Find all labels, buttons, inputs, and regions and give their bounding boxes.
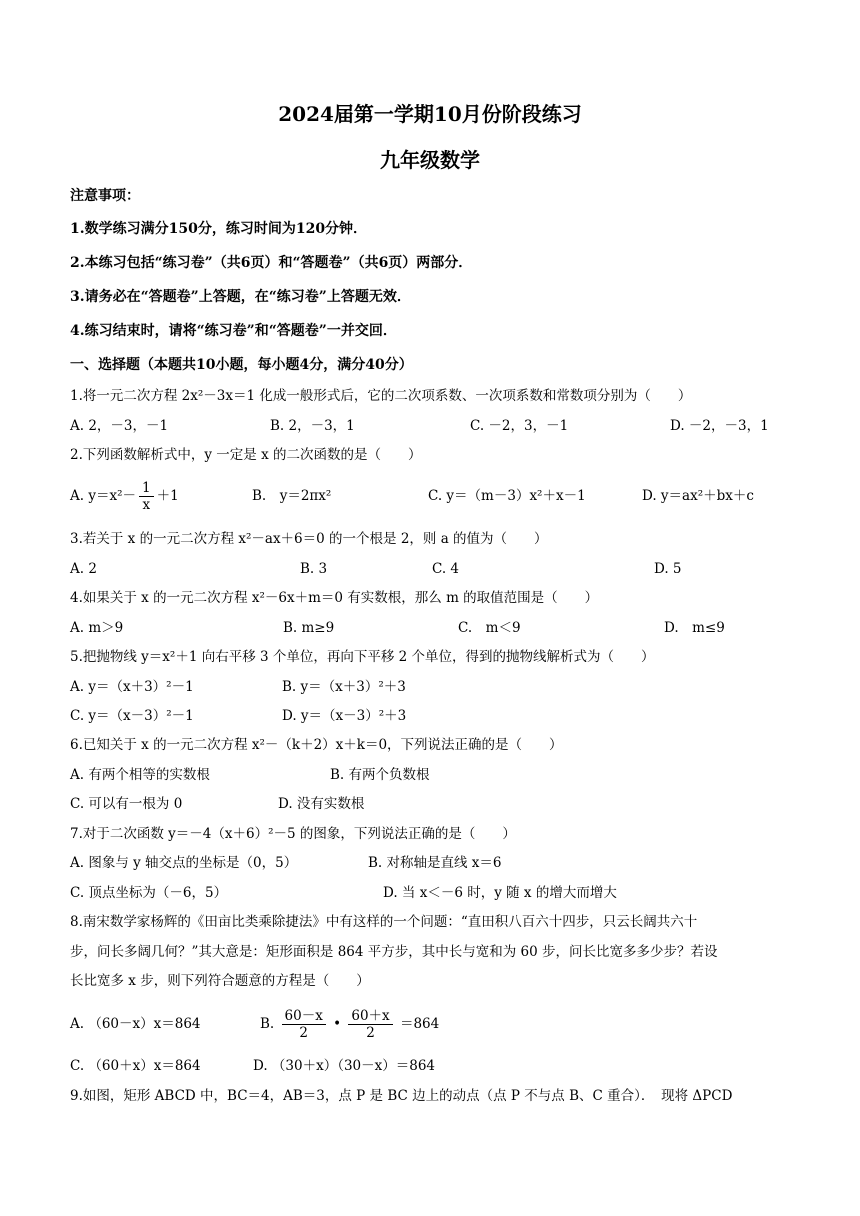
fraction-denominator: x xyxy=(142,497,151,513)
option-b: B. 2，－3，1 xyxy=(270,418,355,434)
question-stem: 2.下列函数解析式中，y 一定是 x 的二次函数的是（ ） xyxy=(70,447,422,463)
option-a-prefix: A. y＝x²－ xyxy=(70,488,136,504)
fraction-denominator: 2 xyxy=(366,1025,375,1041)
option-b: B. 对称轴是直线 x＝6 xyxy=(368,855,502,871)
option-c: C. 可以有一根为 0 xyxy=(70,796,183,812)
question-stem-line: 8.南宋数学家杨辉的《田亩比类乘除捷法》中有这样的一个问题：“直田积八百六十四步，只云长阔共六十 xyxy=(70,914,698,930)
option-b: B. m≥9 xyxy=(283,620,335,636)
fraction xyxy=(348,1008,392,1041)
question-stem: 9.如图，矩形 ABCD 中，BC＝4，AB＝3，点 P 是 BC 边上的动点（点 P 不与点 B、C 重合）． 现将 ΔPCD xyxy=(70,1088,733,1104)
option-d: D. －2，－3，1 xyxy=(670,418,769,434)
fraction-numerator: 60－x xyxy=(282,1008,326,1025)
multiply-dot: • xyxy=(333,1016,342,1032)
question-stem: 6.已知关于 x 的一元二次方程 x²－（k＋2）x＋k＝0，下列说法正确的是（ ） xyxy=(70,737,563,753)
option-b: B. 3 xyxy=(300,561,328,577)
option-d: D. y＝ax²＋bx＋c xyxy=(642,488,754,504)
option-b xyxy=(260,1004,439,1044)
option-a: A. （60－x）x＝864 xyxy=(70,1016,201,1032)
fraction xyxy=(282,1008,326,1041)
option-b: B. y＝2πx² xyxy=(252,488,332,504)
question-stem: 5.把抛物线 y＝x²＋1 向右平移 3 个单位，再向下平移 2 个单位，得到的抛物线解析式为（ ） xyxy=(70,649,655,665)
fraction-numerator: 60＋x xyxy=(348,1008,392,1025)
option-a: A. 2 xyxy=(70,561,97,577)
question-stem: 4.如果关于 x 的一元二次方程 x²－6x＋m＝0 有实数根，那么 m 的取值范围是（ ） xyxy=(70,590,599,606)
question-stem: 3.若关于 x 的一元二次方程 x²－ax＋6＝0 的一个根是 2，则 a 的值为（ ） xyxy=(70,531,548,547)
option-d: D. y＝（x－3）²＋3 xyxy=(282,708,407,724)
option-b: B. y＝（x＋3）²＋3 xyxy=(282,679,406,695)
option-d: D. m≤9 xyxy=(664,620,725,636)
option-c: C. y＝（m－3）x²＋x－1 xyxy=(428,488,586,504)
fraction-numerator: 1 xyxy=(139,480,154,497)
option-a: A. 2，－3，－1 xyxy=(70,418,169,434)
note-item: 2.本练习包括“练习卷”（共6页）和“答题卷”（共6页）两部分． xyxy=(70,255,473,271)
page-subtitle: 九年级数学 xyxy=(380,148,480,172)
option-a xyxy=(70,478,179,514)
option-d: D. 5 xyxy=(654,561,682,577)
option-b-suffix: ＝864 xyxy=(399,1016,440,1032)
note-item: 1.数学练习满分150分，练习时间为120分钟． xyxy=(70,221,368,237)
section-heading: 一、选择题（本题共10小题，每小题4分，满分40分） xyxy=(70,357,413,373)
fraction-denominator: 2 xyxy=(299,1025,308,1041)
option-d: D. 当 x＜－6 时，y 随 x 的增大而增大 xyxy=(383,885,617,901)
option-a: A. 图象与 y 轴交点的坐标是（0，5） xyxy=(70,855,298,871)
option-a: A. 有两个相等的实数根 xyxy=(70,767,210,783)
question-stem-line: 长比宽多 x 步，则下列符合题意的方程是（ ） xyxy=(70,973,370,989)
note-item: 4.练习结束时，请将“练习卷”和“答题卷”一并交回． xyxy=(70,323,397,339)
page-title: 2024届第一学期10月份阶段练习 xyxy=(278,102,582,126)
fraction xyxy=(139,480,154,513)
option-c: C. －2，3，－1 xyxy=(470,418,569,434)
option-a: A. y＝（x＋3）²－1 xyxy=(70,679,194,695)
option-c: C. （60＋x）x＝864 xyxy=(70,1058,201,1074)
option-c: C. y＝（x－3）²－1 xyxy=(70,708,194,724)
option-a: A. m＞9 xyxy=(70,620,124,636)
option-b-prefix: B. xyxy=(260,1016,275,1032)
option-b: B. 有两个负数根 xyxy=(330,767,430,783)
question-stem-line: 步，问长多阔几何？”其大意是：矩形面积是 864 平方步，其中长与宽和为 60 步，问长比宽多多少步？若设 xyxy=(70,944,718,960)
option-d: D. （30＋x）（30－x）＝864 xyxy=(253,1058,436,1074)
note-item: 3.请务必在“答题卷”上答题，在“练习卷”上答题无效． xyxy=(70,289,411,305)
question-stem: 1.将一元二次方程 2x²－3x＝1 化成一般形式后，它的二次项系数、一次项系数和常数项分别为（ ） xyxy=(70,388,692,404)
option-c: C. m＜9 xyxy=(458,620,521,636)
option-c: C. 4 xyxy=(432,561,460,577)
notes-heading: 注意事项： xyxy=(70,188,140,204)
question-stem: 7.对于二次函数 y＝－4（x＋6）²－5 的图象，下列说法正确的是（ ） xyxy=(70,826,516,842)
option-d: D. 没有实数根 xyxy=(278,796,365,812)
option-a-suffix: ＋1 xyxy=(156,488,179,504)
option-c: C. 顶点坐标为（－6，5） xyxy=(70,885,228,901)
